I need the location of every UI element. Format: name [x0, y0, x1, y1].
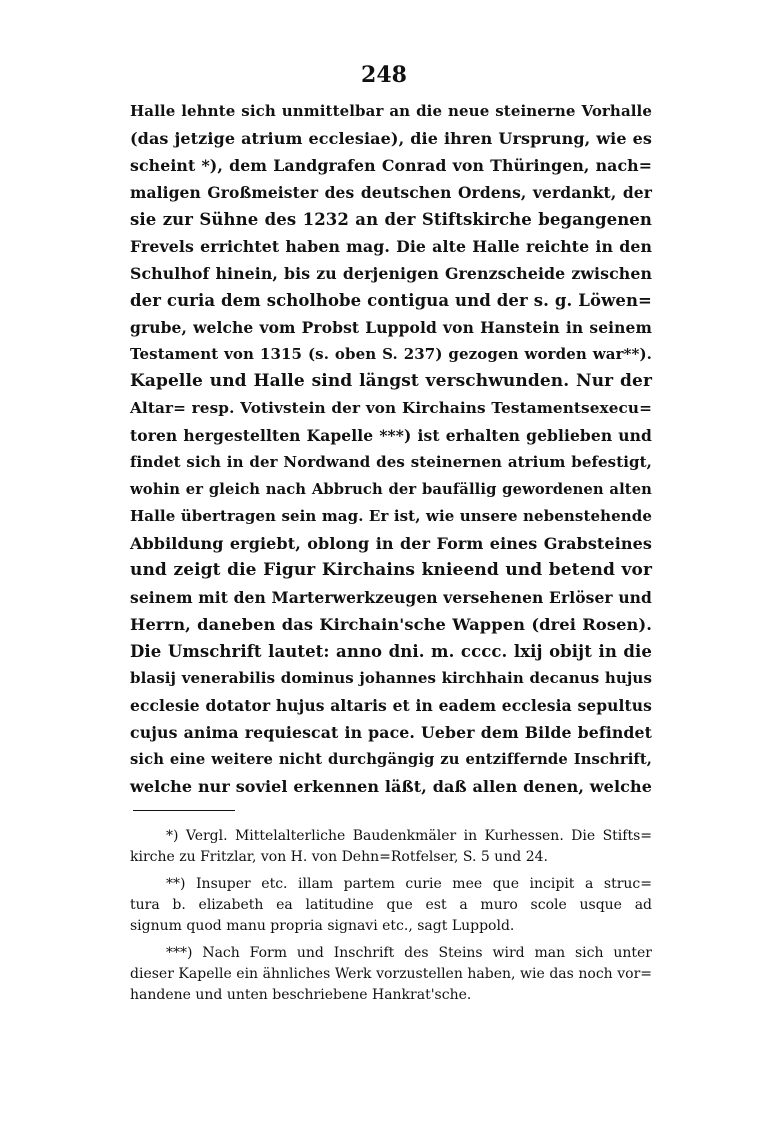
body-line: scheint *), dem Landgrafen Conrad von Thüringen, nach= — [130, 156, 652, 175]
footnote-1 — [130, 826, 652, 868]
body-line: findet sich in der Nordwand des steinernen atrium befestigt, — [130, 453, 652, 471]
body-line: Kapelle und Halle sind längst verschwunden. Nur der — [130, 371, 652, 391]
footnote-line: ***) Nach Form und Inschrift des Steins wird man sich unter — [166, 945, 652, 961]
footnote-line: **) Insuper etc. illam partem curie mee que incipit a struc= — [166, 876, 652, 892]
body-line: welche nur soviel erkennen läßt, daß allen denen, welche — [130, 777, 652, 796]
body-line: Altar= resp. Votivstein der von Kirchains Testamentsexecu= — [130, 399, 652, 417]
body-line: sich eine weitere nicht durchgängig zu entziffernde Inschrift, — [130, 751, 652, 768]
footnote-divider — [133, 810, 235, 811]
body-line: blasij venerabilis dominus johannes kirchhain decanus hujus — [130, 669, 652, 687]
body-line: grube, welche vom Probst Luppold von Hanstein in seinem — [130, 318, 652, 337]
body-line: Schulhof hinein, bis zu derjenigen Grenzscheide zwischen — [130, 264, 652, 283]
footnote-line: handene und unten beschriebene Hankrat'sche. — [130, 987, 472, 1003]
footnote-line: *) Vergl. Mittelalterliche Baudenkmäler in Kurhessen. Die Stifts= — [166, 828, 652, 844]
body-line: maligen Großmeister des deutschen Ordens, verdankt, der — [130, 183, 652, 202]
body-line: Frevels errichtet haben mag. Die alte Halle reichte in den — [130, 237, 652, 256]
body-line: seinem mit den Marterwerkzeugen versehenen Erlöser und — [130, 588, 652, 607]
body-line: cujus anima requiescat in pace. Ueber dem Bilde befindet — [130, 723, 652, 742]
body-line: Halle lehnte sich unmittelbar an die neue steinerne Vorhalle — [130, 102, 652, 120]
footnote-3 — [130, 943, 652, 1006]
body-line: Abbildung ergiebt, oblong in der Form eines Grabsteines — [130, 534, 652, 553]
body-text — [130, 98, 652, 800]
footnote-line: tura b. elizabeth ea latitudine que est a muro scole usque ad — [130, 897, 652, 913]
body-line: Die Umschrift lautet: anno dni. m. cccc. lxij obijt in die — [130, 642, 652, 661]
body-line: Halle übertragen sein mag. Er ist, wie unsere nebenstehende — [130, 507, 652, 525]
body-line: Herrn, daneben das Kirchain'sche Wappen (drei Rosen). — [130, 615, 652, 634]
body-line: (das jetzige atrium ecclesiae), die ihren Ursprung, wie es — [130, 129, 652, 148]
body-line: sie zur Sühne des 1232 an der Stiftskirche begangenen — [130, 210, 652, 229]
footnote-line: kirche zu Fritzlar, von H. von Dehn=Rotfelser, S. 5 und 24. — [130, 849, 548, 865]
footnote-line: signum quod manu propria signavi etc., sagt Luppold. — [130, 918, 515, 934]
body-line: toren hergestellten Kapelle ***) ist erhalten geblieben und — [130, 426, 652, 445]
footnote-2 — [130, 874, 652, 937]
body-line: der curia dem scholhobe contigua und der s. g. Löwen= — [130, 291, 652, 310]
footnotes — [130, 826, 652, 1006]
footnote-line: dieser Kapelle ein ähnliches Werk vorzustellen haben, wie das noch vor= — [130, 966, 652, 982]
page-number: 248 — [361, 62, 407, 88]
body-line: wohin er gleich nach Abbruch der baufällig gewordenen alten — [130, 481, 652, 498]
body-line: ecclesie dotator hujus altaris et in eadem ecclesia sepultus — [130, 696, 652, 715]
body-line: und zeigt die Figur Kirchains knieend und betend vor — [130, 560, 652, 580]
body-line: Testament von 1315 (s. oben S. 237) gezogen worden war**). — [130, 345, 652, 363]
